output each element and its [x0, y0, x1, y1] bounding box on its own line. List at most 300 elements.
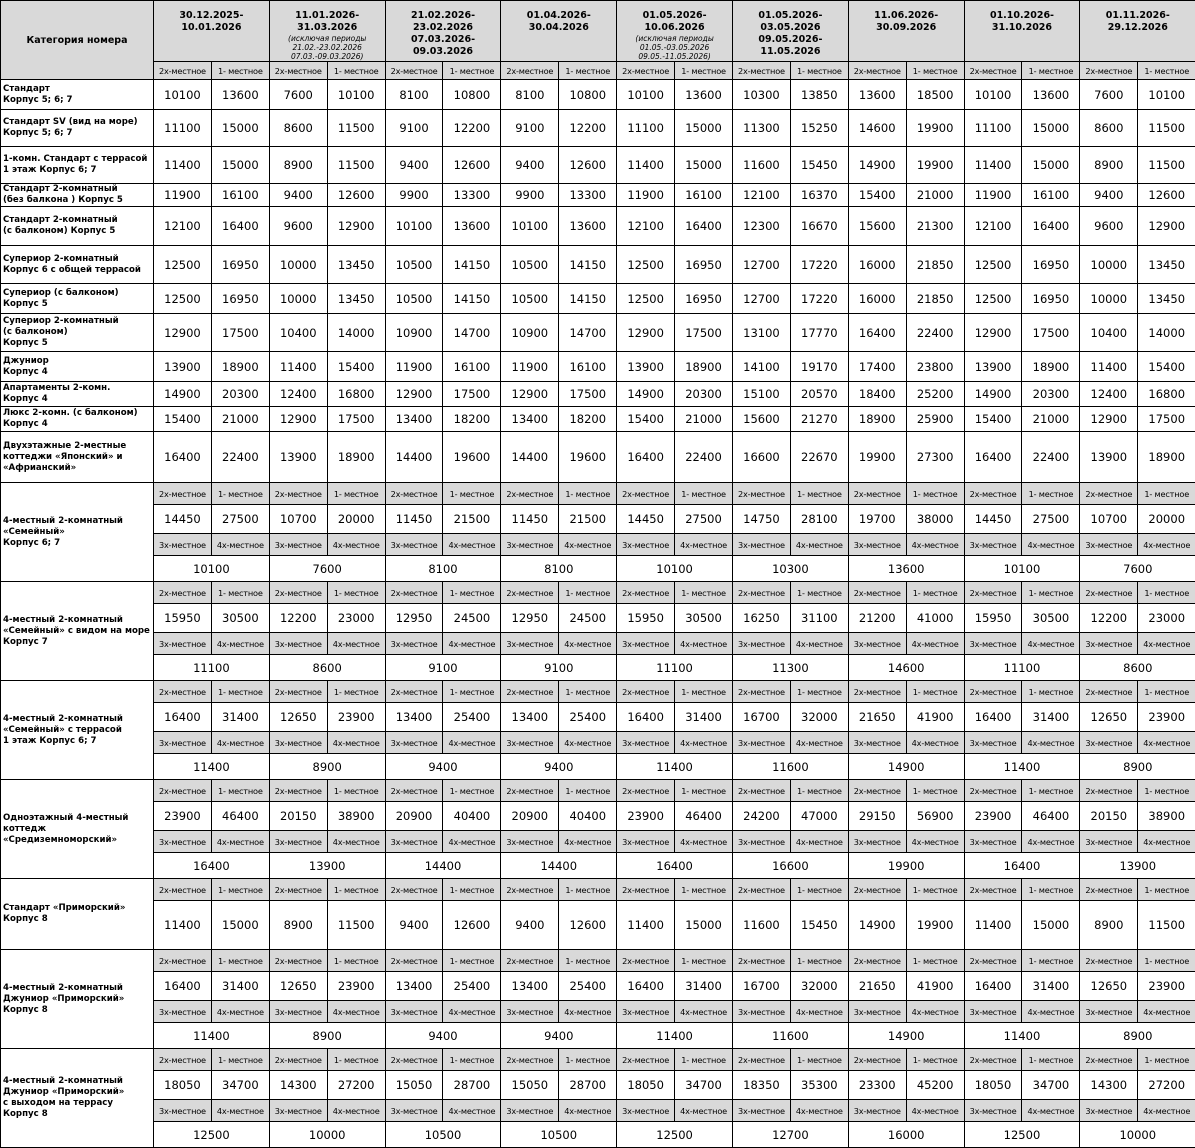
price-cell: 11500 — [327, 901, 385, 950]
price-cell: 46400 — [211, 802, 269, 831]
occupancy-label: 1- местное — [675, 483, 733, 505]
price-cell: 9100 — [385, 110, 443, 147]
occupancy-label: 1- местное — [790, 62, 848, 80]
price-cell: 17500 — [675, 314, 733, 352]
price-cell: 10800 — [559, 80, 617, 110]
price-cell: 17500 — [443, 382, 501, 407]
price-cell: 38900 — [1138, 802, 1195, 831]
price-cell: 12950 — [385, 604, 443, 633]
price-cell: 31400 — [211, 972, 269, 1001]
occupancy-label: 2х-местное — [269, 879, 327, 901]
price-cell: 16250 — [732, 604, 790, 633]
occupancy-label: 3х-местное — [964, 1100, 1022, 1122]
price-cell: 14150 — [559, 246, 617, 284]
extra-guest-price: 19900 — [848, 853, 964, 879]
table-row — [1, 207, 1195, 246]
occupancy-label: 1- местное — [1022, 1049, 1080, 1071]
occupancy-label: 4х-местное — [559, 633, 617, 655]
occupancy-label: 1- местное — [443, 1049, 501, 1071]
occupancy-label: 4х-местное — [1138, 1100, 1195, 1122]
occupancy-label: 1- местное — [1138, 582, 1195, 604]
price-cell: 27200 — [327, 1071, 385, 1100]
price-cell: 31400 — [211, 703, 269, 732]
price-cell: 15000 — [211, 147, 269, 184]
occupancy-label: 1- местное — [211, 950, 269, 972]
occupancy-label: 1- местное — [675, 950, 733, 972]
price-cell: 13600 — [559, 207, 617, 246]
occupancy-label: 3х-местное — [732, 534, 790, 556]
extra-guest-price: 16400 — [154, 853, 270, 879]
price-cell: 19170 — [790, 352, 848, 382]
price-cell: 15000 — [675, 147, 733, 184]
price-cell: 30500 — [1022, 604, 1080, 633]
extra-guest-price: 12500 — [154, 1122, 270, 1148]
price-cell: 12700 — [732, 284, 790, 314]
occupancy-label: 1- местное — [1138, 1049, 1195, 1071]
occupancy-label: 3х-местное — [385, 831, 443, 853]
occupancy-label: 3х-местное — [848, 831, 906, 853]
table-row — [1, 802, 1195, 831]
occupancy-label: 1- местное — [675, 62, 733, 80]
occupancy-label: 4х-местное — [675, 831, 733, 853]
price-cell: 13450 — [327, 284, 385, 314]
price-cell: 16670 — [790, 207, 848, 246]
period-dates: 21.02.2026-23.02.2026 — [386, 10, 501, 34]
price-cell: 16400 — [848, 314, 906, 352]
extra-guest-price: 9100 — [385, 655, 501, 681]
occupancy-label: 2х-местное — [732, 62, 790, 80]
occupancy-label: 4х-местное — [443, 633, 501, 655]
occupancy-label: 2х-местное — [501, 681, 559, 703]
period-header — [964, 1, 1080, 62]
occupancy-label: 4х-местное — [906, 1100, 964, 1122]
price-cell: 11400 — [269, 352, 327, 382]
price-cell: 15450 — [790, 901, 848, 950]
occupancy-label: 1- местное — [211, 582, 269, 604]
occupancy-label: 3х-местное — [617, 534, 675, 556]
occupancy-label: 3х-местное — [501, 1001, 559, 1023]
occupancy-label: 2х-местное — [732, 950, 790, 972]
room-category: Апартаменты 2-комн. Корпус 4 — [1, 382, 154, 407]
occupancy-label: 1- местное — [675, 681, 733, 703]
occupancy-label-row — [1, 732, 1195, 754]
extra-guest-price: 10100 — [617, 556, 733, 582]
price-cell: 38000 — [906, 505, 964, 534]
period-note: 07.03.-09.03.2026) — [270, 52, 385, 61]
price-cell: 12650 — [269, 972, 327, 1001]
price-cell: 15950 — [617, 604, 675, 633]
extra-guest-price: 7600 — [269, 556, 385, 582]
price-cell: 31400 — [1022, 972, 1080, 1001]
price-cell: 28700 — [559, 1071, 617, 1100]
price-cell: 8100 — [385, 80, 443, 110]
occupancy-label: 3х-местное — [1080, 1001, 1138, 1023]
price-cell: 18050 — [154, 1071, 212, 1100]
price-cell: 9400 — [501, 901, 559, 950]
occupancy-label: 3х-местное — [154, 1100, 212, 1122]
table-row — [1, 314, 1195, 352]
occupancy-label: 4х-местное — [906, 633, 964, 655]
price-cell: 16100 — [559, 352, 617, 382]
occupancy-label: 4х-местное — [559, 534, 617, 556]
table-row — [1, 703, 1195, 732]
occupancy-label: 4х-местное — [443, 534, 501, 556]
table-row — [1, 754, 1195, 780]
price-cell: 12900 — [385, 382, 443, 407]
occupancy-label: 2х-местное — [1080, 62, 1138, 80]
price-cell: 15000 — [675, 901, 733, 950]
table-row — [1, 407, 1195, 432]
period-header — [848, 1, 964, 62]
price-cell: 34700 — [1022, 1071, 1080, 1100]
occupancy-label: 4х-местное — [790, 831, 848, 853]
occupancy-label: 4х-местное — [1138, 732, 1195, 754]
price-cell: 27500 — [1022, 505, 1080, 534]
occupancy-label-row — [1, 879, 1195, 901]
price-cell: 12100 — [617, 207, 675, 246]
price-cell: 11600 — [732, 901, 790, 950]
price-cell: 10500 — [385, 284, 443, 314]
occupancy-label: 2х-местное — [848, 681, 906, 703]
price-cell: 10900 — [385, 314, 443, 352]
price-cell: 10000 — [269, 284, 327, 314]
occupancy-label: 1- местное — [790, 483, 848, 505]
table-row — [1, 505, 1195, 534]
price-cell: 24200 — [732, 802, 790, 831]
occupancy-label: 2х-местное — [269, 681, 327, 703]
price-cell: 10500 — [501, 284, 559, 314]
occupancy-label-row — [1, 1100, 1195, 1122]
price-cell: 21650 — [848, 972, 906, 1001]
occupancy-label: 1- местное — [1138, 780, 1195, 802]
occupancy-label: 4х-местное — [327, 1100, 385, 1122]
extra-guest-price: 13900 — [269, 853, 385, 879]
occupancy-label: 4х-местное — [559, 1001, 617, 1023]
price-cell: 9400 — [1080, 184, 1138, 207]
price-cell: 19900 — [906, 901, 964, 950]
occupancy-label: 2х-местное — [385, 950, 443, 972]
price-cell: 20150 — [269, 802, 327, 831]
price-cell: 17220 — [790, 246, 848, 284]
occupancy-label: 3х-местное — [385, 732, 443, 754]
price-cell: 27200 — [1138, 1071, 1195, 1100]
occupancy-label: 2х-местное — [269, 950, 327, 972]
price-cell: 16700 — [732, 972, 790, 1001]
occupancy-label: 1- местное — [327, 879, 385, 901]
occupancy-label: 2х-местное — [269, 780, 327, 802]
occupancy-label: 1- местное — [1138, 62, 1195, 80]
price-cell: 32000 — [790, 703, 848, 732]
extra-guest-price: 9400 — [501, 754, 617, 780]
extra-guest-price: 14600 — [848, 655, 964, 681]
price-cell: 14000 — [327, 314, 385, 352]
occupancy-label: 2х-местное — [964, 582, 1022, 604]
price-cell: 16950 — [675, 284, 733, 314]
price-cell: 18200 — [559, 407, 617, 432]
price-cell: 12900 — [501, 382, 559, 407]
occupancy-label: 2х-местное — [732, 780, 790, 802]
occupancy-label: 2х-местное — [269, 582, 327, 604]
price-cell: 11400 — [617, 901, 675, 950]
occupancy-label: 4х-местное — [443, 732, 501, 754]
price-cell: 11600 — [732, 147, 790, 184]
occupancy-label: 3х-местное — [154, 1001, 212, 1023]
extra-guest-price: 12500 — [964, 1122, 1080, 1148]
price-cell: 14400 — [501, 432, 559, 483]
price-cell: 11400 — [154, 147, 212, 184]
price-cell: 14900 — [964, 382, 1022, 407]
room-category: Стандарт «Приморский» Корпус 8 — [1, 879, 154, 950]
room-category: Одноэтажный 4-местный коттедж «Средиземноморский» — [1, 780, 154, 879]
price-cell: 12600 — [443, 901, 501, 950]
price-cell: 16370 — [790, 184, 848, 207]
price-cell: 23900 — [327, 972, 385, 1001]
price-cell: 15000 — [211, 110, 269, 147]
extra-guest-price: 12500 — [617, 1122, 733, 1148]
occupancy-label: 1- местное — [1138, 950, 1195, 972]
occupancy-label: 3х-местное — [617, 633, 675, 655]
price-cell: 11900 — [501, 352, 559, 382]
price-cell: 15000 — [1022, 901, 1080, 950]
price-cell: 22400 — [906, 314, 964, 352]
occupancy-label: 1- местное — [211, 62, 269, 80]
occupancy-label: 4х-местное — [443, 1100, 501, 1122]
price-cell: 11500 — [1138, 147, 1195, 184]
price-cell: 21850 — [906, 284, 964, 314]
extra-guest-price: 11300 — [732, 655, 848, 681]
occupancy-label: 1- местное — [906, 681, 964, 703]
price-cell: 7600 — [269, 80, 327, 110]
price-cell: 18350 — [732, 1071, 790, 1100]
price-cell: 17500 — [211, 314, 269, 352]
price-cell: 17770 — [790, 314, 848, 352]
price-cell: 11100 — [154, 110, 212, 147]
occupancy-label: 1- местное — [327, 483, 385, 505]
price-cell: 16800 — [327, 382, 385, 407]
occupancy-label: 4х-местное — [559, 1100, 617, 1122]
occupancy-label: 1- местное — [1138, 681, 1195, 703]
room-category: Супериор 2-комнатный Корпус 6 с общей террасой — [1, 246, 154, 284]
occupancy-label: 1- местное — [906, 780, 964, 802]
occupancy-label: 2х-местное — [964, 950, 1022, 972]
price-cell: 16600 — [732, 432, 790, 483]
price-cell: 20000 — [327, 505, 385, 534]
price-cell: 12650 — [1080, 703, 1138, 732]
occupancy-label: 2х-местное — [1080, 780, 1138, 802]
price-cell: 27300 — [906, 432, 964, 483]
price-cell: 21650 — [848, 703, 906, 732]
room-category: 1-комн. Стандарт с террасой 1 этаж Корпус 6; 7 — [1, 147, 154, 184]
occupancy-label: 3х-местное — [501, 633, 559, 655]
price-cell: 10700 — [269, 505, 327, 534]
price-cell: 23900 — [1138, 972, 1195, 1001]
price-cell: 12600 — [559, 147, 617, 184]
occupancy-label: 3х-местное — [269, 732, 327, 754]
price-cell: 23000 — [1138, 604, 1195, 633]
occupancy-label: 2х-местное — [154, 780, 212, 802]
occupancy-label: 4х-местное — [1138, 1001, 1195, 1023]
price-cell: 12500 — [154, 284, 212, 314]
occupancy-label: 4х-местное — [327, 633, 385, 655]
occupancy-label: 3х-местное — [617, 1001, 675, 1023]
occupancy-label: 4х-местное — [1022, 831, 1080, 853]
extra-guest-price: 16000 — [848, 1122, 964, 1148]
category-header: Категория номера — [1, 1, 154, 80]
extra-guest-price: 9100 — [501, 655, 617, 681]
room-category: Стандарт 2-комнатный (с балконом) Корпус 5 — [1, 207, 154, 246]
table-row — [1, 604, 1195, 633]
price-cell: 16950 — [211, 246, 269, 284]
price-cell: 25400 — [443, 972, 501, 1001]
price-cell: 8900 — [1080, 901, 1138, 950]
occupancy-label: 4х-местное — [559, 831, 617, 853]
price-cell: 14750 — [732, 505, 790, 534]
price-cell: 16100 — [1022, 184, 1080, 207]
price-cell: 21850 — [906, 246, 964, 284]
price-cell: 18900 — [848, 407, 906, 432]
extra-guest-price: 10000 — [1080, 1122, 1195, 1148]
occupancy-label: 2х-местное — [501, 950, 559, 972]
extra-guest-price: 13900 — [1080, 853, 1195, 879]
occupancy-label: 2х-местное — [964, 681, 1022, 703]
occupancy-label: 2х-местное — [964, 780, 1022, 802]
occupancy-label: 3х-местное — [1080, 633, 1138, 655]
price-cell: 12600 — [327, 184, 385, 207]
price-cell: 16000 — [848, 284, 906, 314]
occupancy-label: 4х-местное — [1022, 534, 1080, 556]
price-cell: 38900 — [327, 802, 385, 831]
price-cell: 16950 — [1022, 284, 1080, 314]
price-cell: 18900 — [675, 352, 733, 382]
occupancy-label: 2х-местное — [501, 62, 559, 80]
price-cell: 16400 — [154, 972, 212, 1001]
occupancy-label: 3х-местное — [385, 534, 443, 556]
price-cell: 16400 — [154, 703, 212, 732]
price-cell: 15400 — [964, 407, 1022, 432]
price-cell: 14450 — [617, 505, 675, 534]
table-row — [1, 246, 1195, 284]
occupancy-label: 4х-местное — [211, 633, 269, 655]
extra-guest-price: 8900 — [1080, 754, 1195, 780]
price-cell: 17500 — [1138, 407, 1195, 432]
price-cell: 31100 — [790, 604, 848, 633]
table-row — [1, 1023, 1195, 1049]
price-cell: 14000 — [1138, 314, 1195, 352]
occupancy-label: 4х-местное — [790, 732, 848, 754]
table-row — [1, 147, 1195, 184]
price-cell: 46400 — [675, 802, 733, 831]
price-cell: 21000 — [906, 184, 964, 207]
price-cell: 23900 — [154, 802, 212, 831]
price-cell: 17400 — [848, 352, 906, 382]
occupancy-label: 1- местное — [443, 950, 501, 972]
occupancy-label: 1- местное — [327, 1049, 385, 1071]
period-dates: 01.04.2026-30.04.2026 — [501, 10, 616, 34]
occupancy-label: 4х-местное — [906, 831, 964, 853]
price-cell: 10100 — [327, 80, 385, 110]
price-cell: 15000 — [211, 901, 269, 950]
price-cell: 34700 — [675, 1071, 733, 1100]
price-cell: 56900 — [906, 802, 964, 831]
price-cell: 12600 — [1138, 184, 1195, 207]
period-header — [1080, 1, 1195, 62]
price-cell: 24500 — [443, 604, 501, 633]
occupancy-label: 2х-местное — [154, 950, 212, 972]
price-cell: 13100 — [732, 314, 790, 352]
price-cell: 11400 — [617, 147, 675, 184]
occupancy-label: 3х-местное — [154, 633, 212, 655]
price-cell: 12900 — [1138, 207, 1195, 246]
extra-guest-price: 10500 — [385, 1122, 501, 1148]
occupancy-label: 4х-местное — [790, 1001, 848, 1023]
occupancy-label: 2х-местное — [1080, 1049, 1138, 1071]
occupancy-label: 1- местное — [559, 681, 617, 703]
price-cell: 15000 — [1022, 110, 1080, 147]
price-cell: 18200 — [443, 407, 501, 432]
price-cell: 9600 — [1080, 207, 1138, 246]
price-cell: 22400 — [675, 432, 733, 483]
occupancy-label: 3х-местное — [732, 1001, 790, 1023]
occupancy-label: 4х-местное — [1138, 831, 1195, 853]
occupancy-label-row — [1, 831, 1195, 853]
price-cell: 21300 — [906, 207, 964, 246]
room-category: 4-местный 2-комнатный «Семейный» с видом на море Корпус 7 — [1, 582, 154, 681]
table-row — [1, 80, 1195, 110]
occupancy-label: 2х-местное — [617, 483, 675, 505]
occupancy-label: 2х-местное — [732, 681, 790, 703]
occupancy-label: 3х-местное — [385, 633, 443, 655]
extra-guest-price: 11400 — [964, 1023, 1080, 1049]
occupancy-label: 1- местное — [790, 582, 848, 604]
price-cell: 11300 — [732, 110, 790, 147]
occupancy-label: 2х-местное — [385, 1049, 443, 1071]
occupancy-label: 4х-местное — [443, 831, 501, 853]
period-dates-2: 09.05.2026-11.05.2026 — [733, 34, 848, 58]
occupancy-label: 1- местное — [211, 780, 269, 802]
price-cell: 9400 — [501, 147, 559, 184]
room-category: 4-местный 2-комнатный «Семейный» с террасой 1 этаж Корпус 6; 7 — [1, 681, 154, 780]
price-cell: 45200 — [906, 1071, 964, 1100]
price-cell: 10100 — [154, 80, 212, 110]
price-cell: 15950 — [154, 604, 212, 633]
price-cell: 18050 — [617, 1071, 675, 1100]
occupancy-label: 4х-местное — [1022, 1001, 1080, 1023]
occupancy-label: 2х-местное — [732, 483, 790, 505]
price-cell: 13400 — [501, 703, 559, 732]
price-cell: 29150 — [848, 802, 906, 831]
occupancy-label: 3х-местное — [269, 1001, 327, 1023]
price-cell: 12100 — [154, 207, 212, 246]
price-cell: 30500 — [675, 604, 733, 633]
occupancy-label: 2х-местное — [617, 582, 675, 604]
occupancy-label: 1- местное — [211, 681, 269, 703]
price-cell: 12500 — [617, 246, 675, 284]
occupancy-label: 2х-местное — [1080, 950, 1138, 972]
occupancy-label: 1- местное — [790, 879, 848, 901]
price-cell: 21000 — [211, 407, 269, 432]
price-cell: 15450 — [790, 147, 848, 184]
occupancy-label: 3х-местное — [732, 1100, 790, 1122]
price-cell: 23300 — [848, 1071, 906, 1100]
price-cell: 20150 — [1080, 802, 1138, 831]
period-dates: 11.06.2026-30.09.2026 — [849, 10, 964, 34]
table-row — [1, 1122, 1195, 1148]
occupancy-label: 1- местное — [559, 780, 617, 802]
price-cell: 12400 — [1080, 382, 1138, 407]
price-cell: 16400 — [964, 972, 1022, 1001]
price-cell: 14150 — [559, 284, 617, 314]
occupancy-label: 1- местное — [327, 681, 385, 703]
